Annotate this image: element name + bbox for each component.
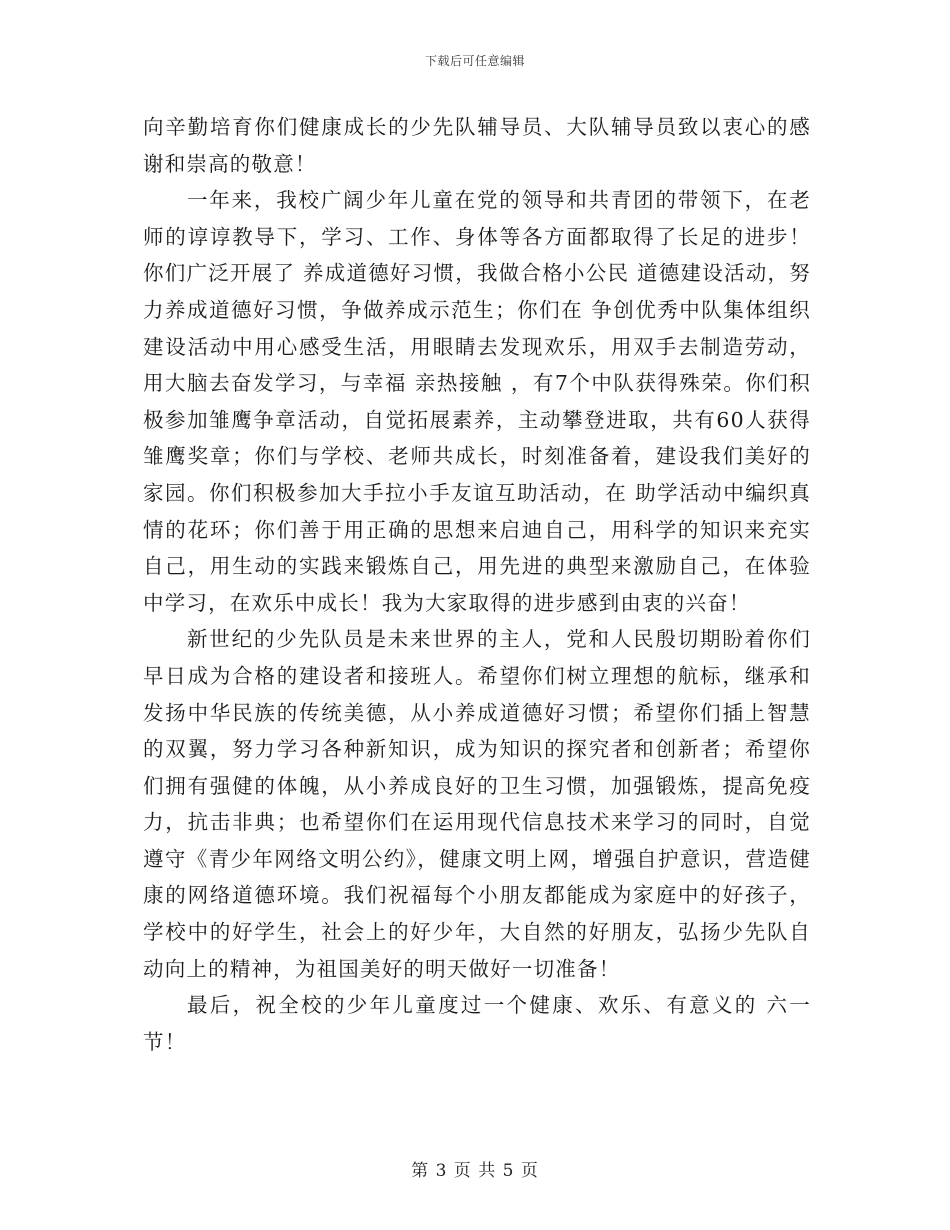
page-number: 第 3 页 共 5 页 [411,1161,539,1181]
paragraph-4: 最后，祝全校的少年儿童度过一个健康、欢乐、有意义的 六一节！ [143,993,811,1054]
paragraph-3: 新世纪的少先队员是未来世界的主人，党和人民殷切期盼着你们早日成为合格的建设者和接班人。希望你们树立理想的航标，继承和发扬中华民族的传统美德，从小养成道德好习惯；希望你们插上智慧的双翼，努力学习各种新知识，成为知识的探究者和创新者；希望你们拥有强健的体魄，从小养成良好的卫生习惯，加强锻炼，提高免疫力，抗击非典；也希望你们在运用现代信息技术来学习的同时，自觉遵守《青少年网络文明公约》，健康文明上网，增强自护意识，营造健康的网络道德环境。我们祝福每个小朋友都能成为家庭中的好孩子，学校中的好学生，社会上的好少年，大自然的好朋友，弘扬少先队自动向上的精神，为祖国美好的明天做好一切准备！ [143,627,811,981]
paragraph-2: 一年来，我校广阔少年儿童在党的领导和共青团的带领下，在老师的谆谆教导下，学习、工作、身体等各方面都取得了长足的进步！你们广泛开展了 养成道德好习惯，我做合格小公民 道德建设活动，努力养成道德好习惯，争做养成示范生；你们在 争创优秀中队集体组织建设活动中用心感受生活，用眼睛去发现欢乐，用双手去制造劳动，用大脑去奋发学习，与幸福 亲热接触 ，有7个中队获得殊荣。你们积极参加雏鹰争章活动，自觉拓展素养，主动攀登进取，共有60人获得雏鹰奖章；你们与学校、老师共成长，时刻准备着，建设我们美好的家园。你们积极参加大手拉小手友谊互助活动，在 助学活动中编织真情的花环；你们善于用正确的思想来启迪自己，用科学的知识来充实自己，用生动的实践来锻炼自己，用先进的典型来激励自己，在体验中学习，在欢乐中成长！我为大家取得的进步感到由衷的兴奋！ [143,188,811,615]
document-body [143,109,811,1060]
page-header: 下载后可任意编辑 [424,54,525,68]
paragraph-1: 向辛勤培育你们健康成长的少先队辅导员、大队辅导员致以衷心的感谢和崇高的敬意！ [143,115,811,176]
